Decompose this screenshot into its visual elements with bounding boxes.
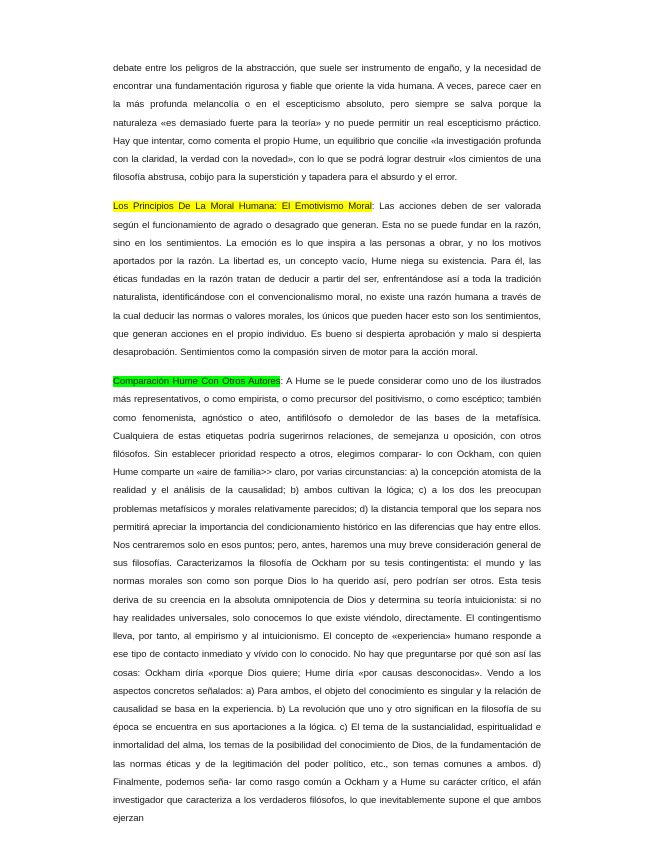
section-heading-comparacion: Comparación Hume Con Otros Autores [113, 376, 281, 388]
section-heading-emotivismo: Los Principios De La Moral Humana: El Emotivismo Moral [113, 201, 372, 213]
paragraph-comparison [113, 373, 541, 828]
paragraph-comparison-text: : A Hume se le puede considerar como uno de los ilustrados más representativos, o como empirista, o como precursor del positivismo, o como escéptico; también como fenomenista, agnóstico o ateo, antifilósofo o demoledor de las bases de la metafísica. Cualquiera de estas etiquetas podría sugerirnos relaciones, de semejanza u oposición, con otros filósofos. Sin establecer prioridad respecto a otros, elegimos comparar- lo con Ockham, con quien Hume comparte un «aire de familia>> claro, por varias circunstancias: a) la concepción atomista de la realidad y el análisis de la causalidad; b) ambos cultivan la lógica; c) a los dos les preocupan problemas metafísicos y morales relativamente parecidos; d) la distancia temporal que los separa nos permitirá apreciar la importancia del condicionamiento histórico en las diferencias que hay entre ellos. Nos centraremos solo en esos puntos; pero, antes, haremos una muy breve consideración general de sus filosofías. Caracterizamos la filosofía de Ockham por su tesis contingentista: el mundo y las normas morales son como son porque Dios lo ha querido así, pero podrían ser otros. Esta tesis deriva de su creencia en la absoluta omnipotencia de Dios y determina su teoría intuicionista: si no hay realidades universales, solo conocemos lo que existe viéndolo, directamente. El contingentismo lleva, por tanto, al empirismo y al intuicionismo. El concepto de «experiencia» humano responde a ese tipo de contacto inmediato y vívido con lo conocido. No hay que preguntarse por qué son así las cosas: Ockham diría «porque Dios quiere; Hume diría «por causas desconocidas». Vendo a los aspectos concretos señalados: a) Para ambos, el objeto del conocimiento es singular y la relación de causalidad se basa en la experiencia. b) La revolución que uno y otro significan en la filosofía de su época se encuentra en sus aportaciones a la lógica. c) El tema de la sustancialidad, espiritualidad e inmortalidad del alma, los temas de la posibilidad del conocimiento de Dios, de la fundamentación de las normas éticas y de la legitimación del poder político, etc., son temas comunes a ambos. d) Finalmente, podemos seña- lar como rasgo común a Ockham y a Hume su carácter crítico, el afán investigador que caracteriza a los verdaderos filósofos, lo que inevitablemente supone el que ambos ejerzan [113, 376, 541, 825]
paragraph-moral-principles [113, 198, 541, 362]
paragraph-moral-principles-text: : Las acciones deben de ser valorada según el funcionamiento de agrado o desagrado que generan. Esta no se puede fundar en la razón, sino en los sentimientos. La emoción es lo que inspira a las personas a obrar, y no los motivos aportados por la razón. La libertad es, un concepto vacío, Hume niega su existencia. Para él, las éticas fundadas en la razón tratan de deducir a partir del ser, enfrentándose así a toda la tradición naturalista, identificándose con el convencionalismo moral, no existe una razón humana a través de la cual deducir las normas o valores morales, los únicos que pueden hacer esto son los sentimientos, que generan acciones en el propio individuo. Es bueno si despierta aprobación y malo si despierta desaprobación. Sentimientos como la compasión sirven de motor para la acción moral. [113, 201, 541, 359]
paragraph-intro: debate entre los peligros de la abstracción, que suele ser instrumento de engaño, y la necesidad de encontrar una fundamentación rigurosa y fiable que oriente la vida humana. A veces, parece caer en la más profunda melancolía o en el escepticismo absoluto, pero siempre se salva porque la naturaleza «es demasiado fuerte para la teoría» y no puede permitir un real escepticismo práctico. Hay que intentar, como comenta el propio Hume, un equilibrio que concilie «la investigación profunda con la claridad, la verdad con la novedad», con lo que se podrá lograr destruir «los cimientos de una filosofía abstrusa, cobijo para la superstición y tapadera para el absurdo y el error. [113, 63, 541, 184]
page-body [113, 60, 541, 840]
